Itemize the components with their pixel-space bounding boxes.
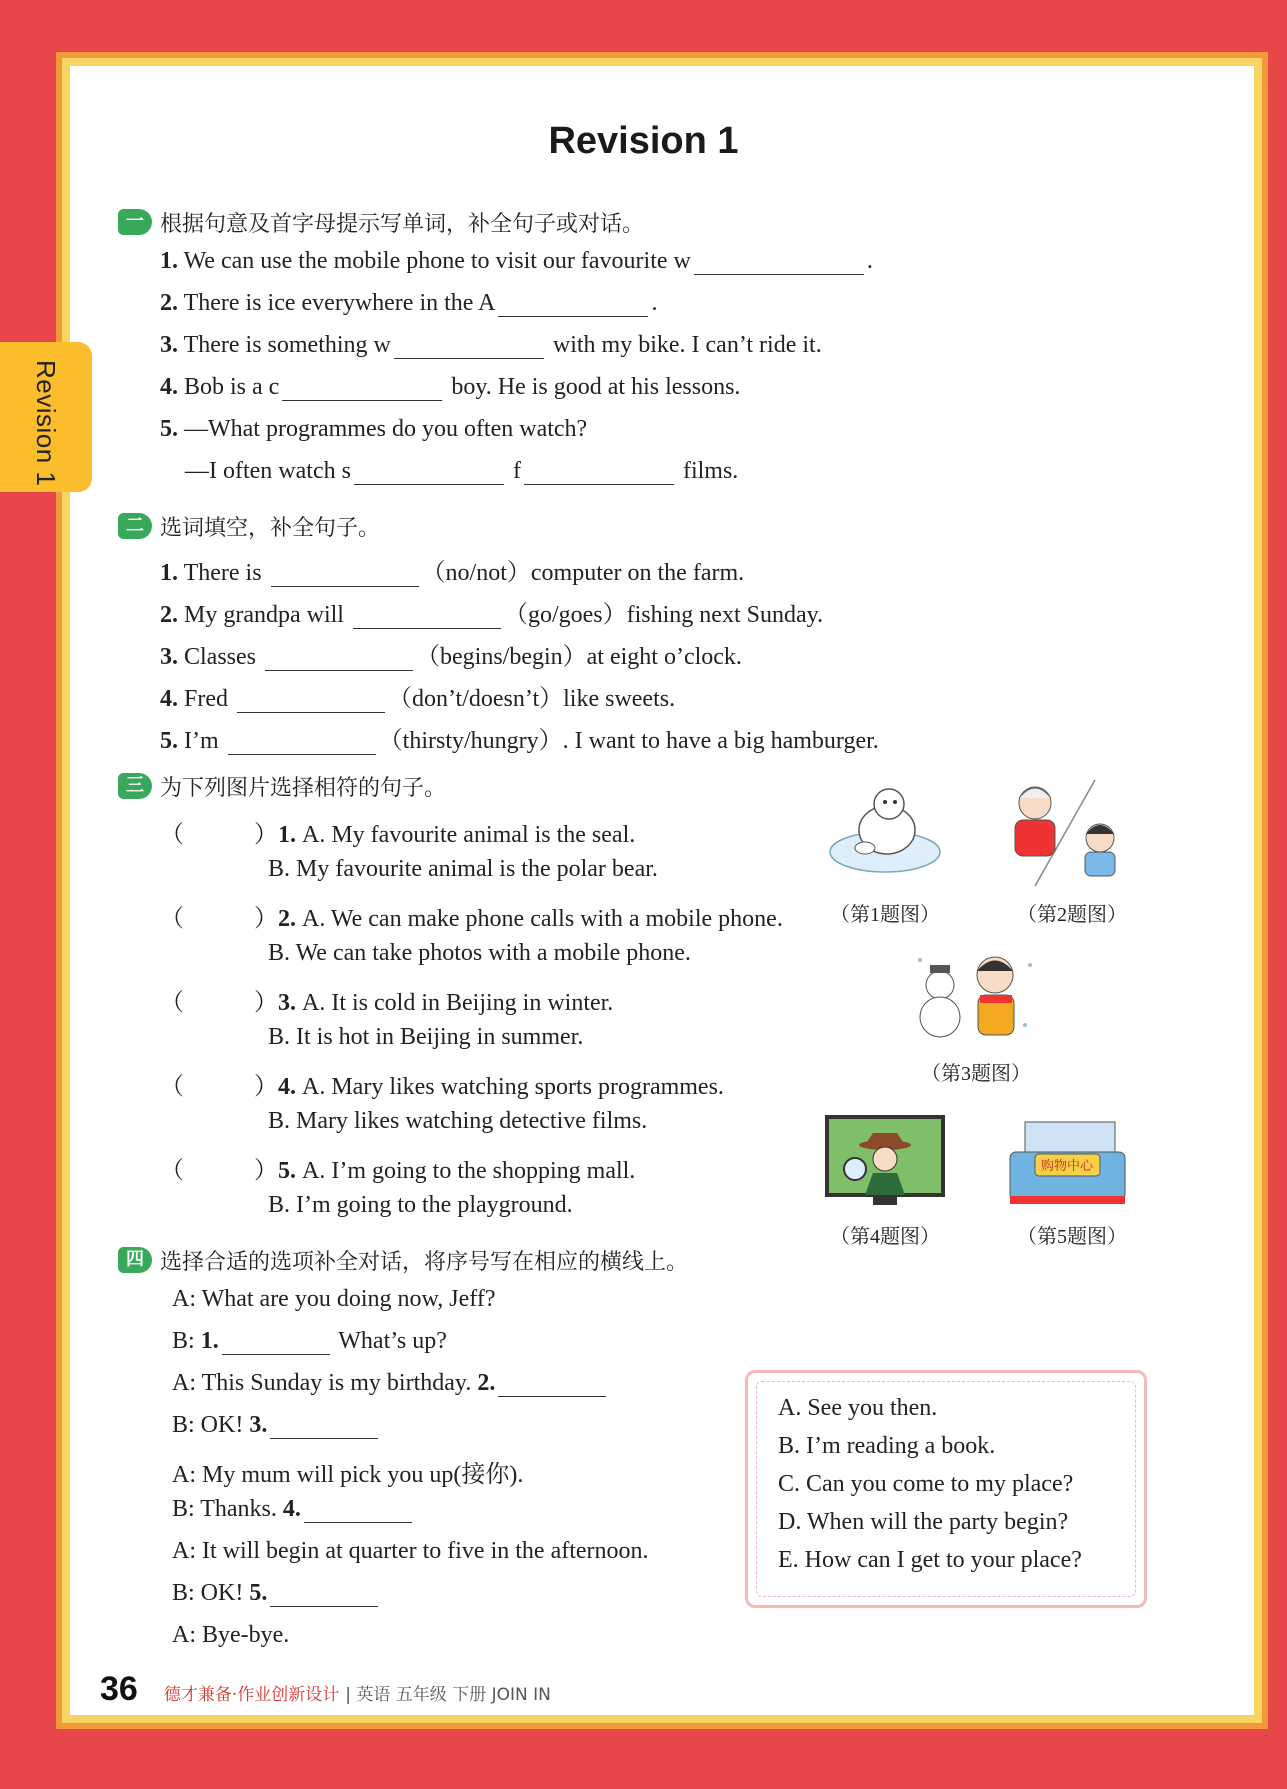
dialog-line	[172, 1286, 495, 1313]
item-text: Classes	[184, 644, 256, 670]
option-item: B. I’m reading a book.	[778, 1433, 996, 1459]
page-title: Revision 1	[548, 120, 739, 162]
page-footer	[100, 1670, 551, 1709]
item-number: 3.	[249, 1412, 268, 1438]
caption-3: （第3题图）	[921, 1063, 1031, 1085]
answer-blank[interactable]	[265, 645, 413, 671]
item-text-end: with my bike. I can’t ride it.	[552, 332, 822, 358]
option-a: A. It is cold in Beijing in winter.	[302, 990, 614, 1016]
option-item: E. How can I get to your place?	[778, 1547, 1082, 1573]
item-number: 4.	[282, 1496, 301, 1522]
section-badge: 一	[118, 209, 152, 235]
item-number: 3.	[160, 644, 178, 670]
answer-blank[interactable]	[271, 561, 419, 587]
item-number: 5.	[160, 416, 178, 442]
s3-item	[160, 1066, 724, 1101]
option-a: A. We can make phone calls with a mobile phone.	[302, 906, 783, 932]
answer-blank[interactable]	[222, 1329, 330, 1355]
dialog-text: A: It will begin at quarter to five in the afternoon.	[172, 1538, 649, 1564]
item-text: There is something w	[183, 332, 391, 358]
item-number: 1.	[160, 248, 178, 274]
answer-paren-open[interactable]: （	[160, 822, 184, 848]
item-number: 5.	[249, 1580, 268, 1606]
item-number: 4.	[160, 686, 178, 712]
dialog-text: B: OK!	[172, 1580, 244, 1606]
s2-item	[160, 636, 742, 671]
dialog-text: B: Thanks.	[172, 1496, 277, 1522]
answer-paren-close: ）	[254, 822, 278, 848]
caption-4: （第4题图）	[830, 1226, 940, 1248]
page-number: 36	[100, 1670, 138, 1708]
item-number: 3.	[278, 990, 296, 1016]
section-1-heading	[118, 206, 644, 238]
answer-blank[interactable]	[694, 249, 864, 275]
s1-item	[185, 458, 738, 485]
item-number: 5.	[278, 1158, 296, 1184]
section-3-heading	[118, 770, 446, 802]
section-badge: 四	[118, 1247, 152, 1273]
answer-blank[interactable]	[282, 375, 442, 401]
polar-bear-picture	[825, 780, 945, 880]
answer-blank[interactable]	[394, 333, 544, 359]
dialog-line	[172, 1538, 649, 1565]
s2-item	[160, 720, 879, 755]
answer-blank[interactable]	[270, 1413, 378, 1439]
answer-blank[interactable]	[228, 729, 376, 755]
s2-item	[160, 594, 823, 629]
section-4-heading	[118, 1244, 688, 1276]
dialog-text: A: This Sunday is my birthday.	[172, 1370, 472, 1396]
dialog-text: A: My mum will pick you up(接你).	[172, 1462, 524, 1488]
answer-blank[interactable]	[353, 603, 501, 629]
mall-sign-text: 购物中心	[1040, 1159, 1094, 1174]
dialog-line	[172, 1328, 447, 1355]
dialog-text: B: OK!	[172, 1412, 244, 1438]
dialog-text: B:	[172, 1328, 195, 1354]
item-text: —I often watch s	[185, 458, 351, 484]
dialog-line	[172, 1580, 381, 1607]
item-number: 4.	[278, 1074, 296, 1100]
s3-item	[160, 1150, 635, 1185]
item-text: Bob is a c	[184, 374, 280, 400]
answer-paren-open[interactable]: （	[160, 990, 184, 1016]
item-text: —What programmes do you often watch?	[184, 416, 588, 442]
item-number: 1.	[278, 822, 296, 848]
item-text-mid: f	[512, 458, 521, 484]
s1-item	[160, 290, 657, 317]
footer-info: | 英语 五年级 下册 JOIN IN	[345, 1685, 551, 1705]
item-text-end: （begins/begin）at eight o’clock.	[416, 644, 742, 670]
item-text-end: （no/not）computer on the farm.	[421, 560, 745, 586]
side-tab	[0, 342, 92, 492]
option-a: A. My favourite animal is the seal.	[302, 822, 636, 848]
section-title: 选择合适的选项补全对话，将序号写在相应的横线上。	[160, 1249, 689, 1275]
item-text: Fred	[184, 686, 228, 712]
grandma-boy-picture	[1005, 778, 1130, 888]
item-text-end: （go/goes）fishing next Sunday.	[503, 602, 824, 628]
item-number: 2.	[160, 602, 178, 628]
section-badge: 二	[118, 513, 152, 539]
answer-blank[interactable]	[524, 459, 674, 485]
item-number: 2.	[278, 906, 296, 932]
answer-paren-open[interactable]: （	[160, 1074, 184, 1100]
answer-blank[interactable]	[354, 459, 504, 485]
s3-item	[160, 982, 613, 1017]
s3-item	[160, 814, 635, 849]
section-badge: 三	[118, 773, 152, 799]
answer-paren-open[interactable]: （	[160, 1158, 184, 1184]
s3-item	[160, 898, 783, 933]
item-text: My grandpa will	[184, 602, 344, 628]
s3-option-b: B. Mary likes watching detective films.	[268, 1108, 648, 1134]
side-tab-label: Revision 1	[31, 360, 61, 487]
caption-5: （第5题图）	[1017, 1226, 1127, 1248]
section-title: 根据句意及首字母提示写单词，补全句子或对话。	[160, 211, 645, 237]
item-text: There is ice everywhere in the A	[183, 290, 496, 316]
item-text-end: .	[866, 248, 873, 274]
dialog-line	[172, 1496, 415, 1523]
item-text-end: （thirsty/hungry）. I want to have a big hamburger.	[378, 728, 879, 754]
detective-tv-picture	[825, 1115, 945, 1210]
answer-blank[interactable]	[304, 1497, 412, 1523]
answer-paren-close: ）	[254, 1074, 278, 1100]
dialog-line	[172, 1622, 289, 1649]
footer-brand: 德才兼备·作业创新设计	[163, 1685, 340, 1705]
s2-item	[160, 678, 675, 713]
s2-item	[160, 552, 744, 587]
option-item: D. When will the party begin?	[778, 1509, 1069, 1535]
section-title: 选词填空，补全句子。	[160, 515, 381, 541]
item-number: 2.	[477, 1370, 496, 1396]
item-number: 5.	[160, 728, 178, 754]
answer-blank[interactable]	[498, 1371, 606, 1397]
caption-2: （第2题图）	[1017, 904, 1127, 926]
answer-blank[interactable]	[237, 687, 385, 713]
item-text-end: boy. He is good at his lessons.	[451, 374, 741, 400]
s1-item	[160, 248, 873, 275]
dialog-text: A: What are you doing now, Jeff?	[172, 1286, 496, 1312]
item-number: 1.	[200, 1328, 219, 1354]
item-text-end: films.	[682, 458, 739, 484]
shopping-mall-picture	[1005, 1112, 1130, 1212]
section-title: 为下列图片选择相符的句子。	[160, 775, 447, 801]
item-number: 2.	[160, 290, 178, 316]
option-item: A. See you then.	[778, 1395, 938, 1421]
option-a: A. I’m going to the shopping mall.	[302, 1158, 636, 1184]
dialog-line	[172, 1412, 381, 1439]
answer-paren-close: ）	[254, 990, 278, 1016]
answer-paren-close: ）	[254, 906, 278, 932]
item-text: There is	[183, 560, 262, 586]
s3-option-b: B. It is hot in Beijing in summer.	[268, 1024, 584, 1050]
dialog-line	[172, 1370, 609, 1397]
options-box	[745, 1370, 1147, 1608]
item-number: 1.	[160, 560, 178, 586]
item-text: We can use the mobile phone to visit our favourite w	[183, 248, 691, 274]
s1-item	[160, 416, 587, 443]
dialog-text: A: Bye-bye.	[172, 1622, 290, 1648]
s1-item	[160, 374, 740, 401]
dialog-line	[172, 1454, 523, 1489]
item-text-end: （don’t/doesn’t）like sweets.	[388, 686, 676, 712]
s3-option-b: B. We can take photos with a mobile phone.	[268, 940, 691, 966]
s3-option-b: B. My favourite animal is the polar bear.	[268, 856, 658, 882]
answer-blank[interactable]	[498, 291, 648, 317]
snowman-boy-picture	[910, 945, 1040, 1055]
answer-blank[interactable]	[270, 1581, 378, 1607]
s3-option-b: B. I’m going to the playground.	[268, 1192, 573, 1218]
option-item: C. Can you come to my place?	[778, 1471, 1074, 1497]
s1-item	[160, 332, 822, 359]
item-text: I’m	[184, 728, 219, 754]
item-number: 4.	[160, 374, 178, 400]
option-a: A. Mary likes watching sports programmes.	[302, 1074, 724, 1100]
item-number: 3.	[160, 332, 178, 358]
dialog-text-end: What’s up?	[338, 1328, 447, 1354]
item-text-end: .	[651, 290, 658, 316]
caption-1: （第1题图）	[830, 904, 940, 926]
answer-paren-open[interactable]: （	[160, 906, 184, 932]
section-2-heading	[118, 510, 380, 542]
answer-paren-close: ）	[254, 1158, 278, 1184]
